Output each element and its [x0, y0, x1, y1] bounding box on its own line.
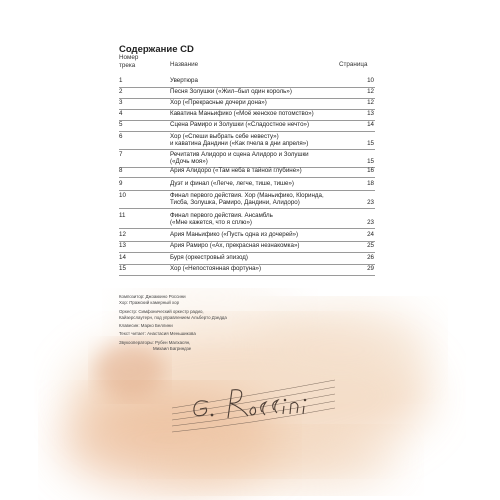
track-page: 12: [367, 99, 374, 106]
track-name: Песня Золушки («Жил–был один король»): [170, 88, 292, 95]
track-page: 15: [367, 140, 374, 147]
track-name: Хор («Спеши выбрать себе невесту») и каватина Дандини («Как пчела в дни апреля»): [170, 133, 309, 148]
track-number: 13: [119, 242, 126, 249]
track-page: 23: [367, 219, 374, 226]
header-name: Название: [170, 61, 199, 68]
track-page: 10: [367, 77, 374, 84]
track-row: [119, 212, 375, 226]
track-row: [119, 133, 375, 147]
track-page: 16: [367, 167, 374, 174]
track-row: [119, 110, 375, 118]
track-name: Сцена Рамиро и Золушки («Сладостное нечто»): [170, 121, 310, 128]
row-separator: [119, 131, 375, 132]
track-row: [119, 77, 375, 85]
track-name: Речитатив Алидоро и сцена Алидоро и Золушки («Дочь моя»): [170, 151, 309, 166]
track-number: 3: [119, 99, 123, 106]
track-number: 4: [119, 110, 123, 117]
track-page: 14: [367, 121, 374, 128]
page-title: Содержание CD: [119, 44, 194, 55]
credit-line: Текст читает: Анастасия Меньшикова: [119, 331, 196, 337]
track-page: 23: [367, 199, 374, 206]
track-page: 18: [367, 180, 374, 187]
track-number: 1: [119, 77, 123, 84]
track-number: 14: [119, 254, 126, 261]
credit-line: Клавесин: Марко Беллини: [119, 323, 173, 329]
credit-line: Михаил Багриндзе: [153, 346, 192, 352]
track-number: 11: [119, 212, 126, 219]
track-page: 24: [367, 231, 374, 238]
row-separator: [119, 228, 375, 229]
credit-line: Кайзерслаутерн, под управлением Альберто Дзедда: [119, 314, 227, 320]
track-row: [119, 265, 375, 273]
track-page: 29: [367, 265, 374, 272]
track-row: [119, 88, 375, 96]
row-separator: [119, 190, 375, 191]
rossini-signature: [150, 360, 350, 460]
credit-line: Хор: Пражский камерный хор: [119, 300, 180, 306]
track-name: Ария Рамиро («Ах, прекрасная незнакомка»): [170, 242, 300, 249]
credit-line: Композитор: Джоаккино Россини: [119, 294, 186, 299]
track-name: Хор («Прекрасные дочери дона»): [170, 99, 267, 106]
track-number: 12: [119, 231, 126, 238]
track-name: Увертюра: [170, 77, 198, 84]
row-separator: [119, 149, 375, 150]
track-number: 6: [119, 133, 123, 140]
track-number: 15: [119, 265, 126, 272]
track-row: [119, 254, 375, 262]
track-number: 2: [119, 88, 123, 95]
track-row: [119, 151, 375, 165]
row-separator: [119, 177, 375, 178]
track-name: Ария Алидоро («Там неба в тайной глубине»): [170, 167, 302, 174]
track-name: Дуэт и финал («Легче, легче, тише, тише»): [170, 180, 294, 187]
track-number: 10: [119, 192, 126, 199]
track-row: [119, 180, 375, 188]
track-name: Ария Маньифико («Пусть одна из дочерей»): [170, 231, 299, 238]
row-separator: [119, 275, 375, 276]
track-name: Буря (оркестровый эпизод): [170, 254, 248, 261]
row-separator: [119, 208, 375, 209]
track-page: 26: [367, 254, 374, 261]
track-number: 7: [119, 151, 123, 158]
header-number: Номер трека: [119, 54, 139, 69]
track-number: 8: [119, 167, 123, 174]
track-row: [119, 167, 375, 175]
track-row: [119, 192, 375, 206]
track-page: 12: [367, 88, 374, 95]
track-row: [119, 99, 375, 107]
track-name: Каватина Маньифико («Моё женское потомство»): [170, 110, 314, 117]
track-number: 5: [119, 121, 123, 128]
track-row: [119, 242, 375, 250]
track-name: Финал первого действия. Ансамбль («Мне кажется, что я сплю»): [170, 212, 273, 227]
header-page: Страница: [339, 61, 368, 68]
track-page: 25: [367, 242, 374, 249]
credit-line: Оркестр: Симфонический оркестр радио,: [119, 308, 204, 314]
track-name: Хор («Непостоянная фортуна»): [170, 265, 262, 272]
track-name: Финал первого действия. Хор (Маньифико, Кloринда, Тисба, Золушка, Рамиро, Дандини, Алидоро): [170, 192, 324, 207]
track-page: 15: [367, 158, 374, 165]
row-separator: [119, 252, 375, 253]
credit-line: Звукооператоры: Рубен Малхасян,: [119, 339, 191, 345]
track-row: [119, 121, 375, 129]
track-row: [119, 231, 375, 239]
credits: [119, 294, 227, 352]
track-page: 13: [367, 110, 374, 117]
track-number: 9: [119, 180, 123, 187]
